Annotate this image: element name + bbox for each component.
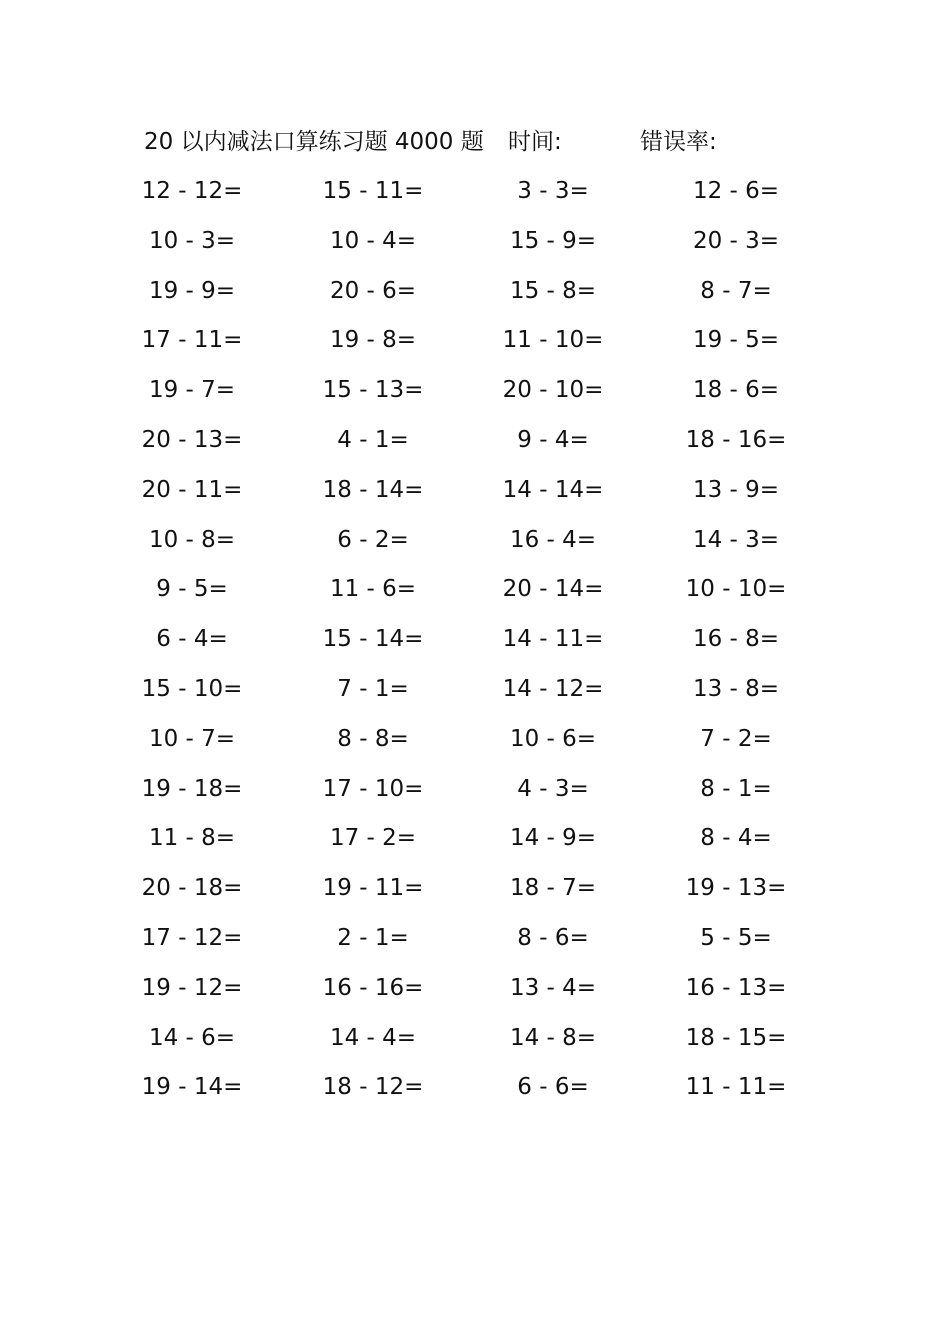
subtraction-problem: 8 - 1= [700, 775, 772, 802]
subtraction-problem: 9 - 5= [156, 576, 228, 603]
problem-row [0, 1018, 950, 1068]
problem-grid [0, 171, 950, 1117]
subtraction-problem: 11 - 11= [685, 1074, 787, 1101]
subtraction-problem: 13 - 9= [692, 476, 780, 503]
subtraction-problem: 14 - 4= [329, 1024, 417, 1051]
subtraction-problem: 4 - 1= [337, 426, 409, 453]
subtraction-problem: 6 - 6= [517, 1074, 589, 1101]
subtraction-problem: 15 - 11= [322, 178, 424, 204]
subtraction-problem: 20 - 14= [502, 576, 604, 603]
problem-row [0, 719, 950, 769]
subtraction-problem: 20 - 13= [141, 426, 243, 453]
subtraction-problem: 18 - 7= [509, 875, 597, 902]
subtraction-problem: 20 - 10= [502, 377, 604, 404]
subtraction-problem: 2 - 1= [337, 924, 409, 951]
problem-row [0, 221, 950, 271]
problem-row [0, 470, 950, 520]
subtraction-problem: 8 - 4= [700, 825, 772, 852]
subtraction-problem: 19 - 9= [148, 277, 236, 304]
problem-row [0, 420, 950, 470]
subtraction-problem: 3 - 3= [517, 178, 589, 204]
subtraction-problem: 15 - 10= [141, 675, 243, 702]
subtraction-problem: 8 - 6= [517, 924, 589, 951]
subtraction-problem: 19 - 14= [141, 1074, 243, 1101]
subtraction-problem: 14 - 3= [692, 526, 780, 553]
subtraction-problem: 12 - 12= [141, 178, 243, 204]
problem-row [0, 968, 950, 1018]
subtraction-problem: 18 - 6= [692, 377, 780, 404]
subtraction-problem: 15 - 13= [322, 377, 424, 404]
subtraction-problem: 19 - 5= [692, 327, 780, 354]
subtraction-problem: 18 - 15= [685, 1024, 787, 1051]
subtraction-problem: 16 - 4= [509, 526, 597, 553]
subtraction-problem: 12 - 6= [692, 178, 780, 204]
subtraction-problem: 7 - 2= [700, 725, 772, 752]
subtraction-problem: 14 - 8= [509, 1024, 597, 1051]
subtraction-problem: 17 - 10= [322, 775, 424, 802]
worksheet-header [144, 124, 844, 160]
subtraction-problem: 11 - 8= [148, 825, 236, 852]
subtraction-problem: 7 - 1= [337, 675, 409, 702]
subtraction-problem: 8 - 7= [700, 277, 772, 304]
subtraction-problem: 17 - 2= [329, 825, 417, 852]
subtraction-problem: 8 - 8= [337, 725, 409, 752]
subtraction-problem: 15 - 9= [509, 227, 597, 254]
subtraction-problem: 19 - 11= [322, 875, 424, 902]
subtraction-problem: 16 - 8= [692, 626, 780, 653]
subtraction-problem: 14 - 11= [502, 626, 604, 653]
subtraction-problem: 10 - 6= [509, 725, 597, 752]
subtraction-problem: 14 - 6= [148, 1024, 236, 1051]
problem-row [0, 320, 950, 370]
subtraction-problem: 10 - 3= [148, 227, 236, 254]
error-rate-label: 错误率: [640, 129, 717, 155]
subtraction-problem: 18 - 14= [322, 476, 424, 503]
subtraction-problem: 19 - 8= [329, 327, 417, 354]
problem-row [0, 918, 950, 968]
problem-row [0, 669, 950, 719]
subtraction-problem: 15 - 8= [509, 277, 597, 304]
subtraction-problem: 19 - 13= [685, 875, 787, 902]
problem-row [0, 769, 950, 819]
subtraction-problem: 17 - 11= [141, 327, 243, 354]
subtraction-problem: 5 - 5= [700, 924, 772, 951]
subtraction-problem: 13 - 4= [509, 974, 597, 1001]
problem-row [0, 569, 950, 619]
subtraction-problem: 20 - 6= [329, 277, 417, 304]
subtraction-problem: 17 - 12= [141, 924, 243, 951]
subtraction-problem: 18 - 16= [685, 426, 787, 453]
subtraction-problem: 15 - 14= [322, 626, 424, 653]
worksheet-title: 20 以内减法口算练习题 4000 题 [144, 129, 484, 155]
subtraction-problem: 11 - 10= [502, 327, 604, 354]
subtraction-problem: 20 - 3= [692, 227, 780, 254]
subtraction-problem: 9 - 4= [517, 426, 589, 453]
subtraction-problem: 19 - 12= [141, 974, 243, 1001]
subtraction-problem: 14 - 12= [502, 675, 604, 702]
subtraction-problem: 20 - 11= [141, 476, 243, 503]
subtraction-problem: 20 - 18= [141, 875, 243, 902]
problem-row [0, 868, 950, 918]
problem-row [0, 370, 950, 420]
time-label: 时间: [508, 129, 562, 155]
subtraction-problem: 16 - 13= [685, 974, 787, 1001]
subtraction-problem: 14 - 9= [509, 825, 597, 852]
subtraction-problem: 16 - 16= [322, 974, 424, 1001]
subtraction-problem: 13 - 8= [692, 675, 780, 702]
problem-row [0, 818, 950, 868]
subtraction-problem: 19 - 18= [141, 775, 243, 802]
subtraction-problem: 11 - 6= [329, 576, 417, 603]
subtraction-problem: 4 - 3= [517, 775, 589, 802]
subtraction-problem: 10 - 4= [329, 227, 417, 254]
problem-row [0, 271, 950, 321]
subtraction-problem: 10 - 7= [148, 725, 236, 752]
problem-row [0, 619, 950, 669]
subtraction-problem: 10 - 10= [685, 576, 787, 603]
problem-row [0, 1067, 950, 1117]
subtraction-problem: 10 - 8= [148, 526, 236, 553]
subtraction-problem: 19 - 7= [148, 377, 236, 404]
problem-row [0, 171, 950, 221]
problem-row [0, 520, 950, 570]
subtraction-problem: 14 - 14= [502, 476, 604, 503]
subtraction-problem: 6 - 2= [337, 526, 409, 553]
subtraction-problem: 6 - 4= [156, 626, 228, 653]
subtraction-problem: 18 - 12= [322, 1074, 424, 1101]
